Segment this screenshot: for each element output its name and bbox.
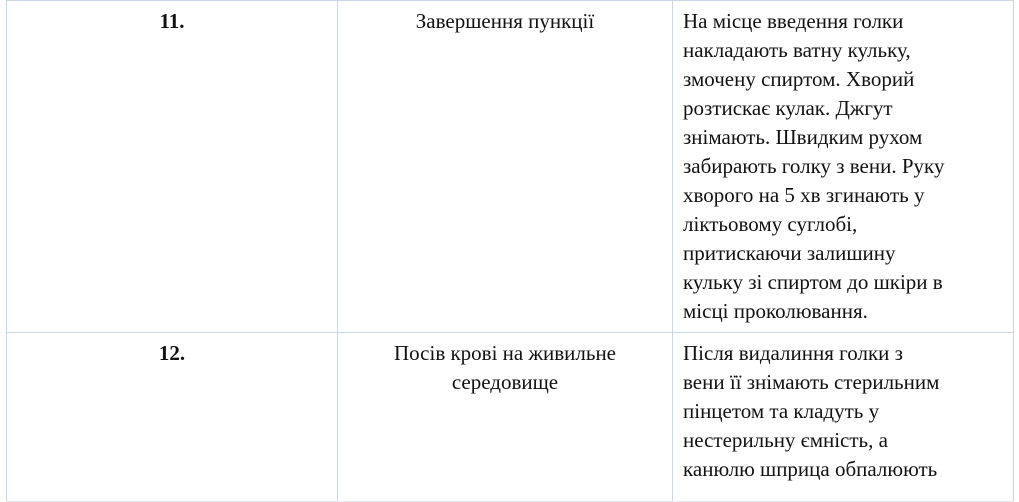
description-line: змочену спиртом. Хворий [683, 67, 915, 91]
description-line: вени її знімають стерильним [683, 370, 940, 394]
step-name-line: Посів крові на живильне [393, 341, 617, 365]
step-description-cell [673, 1, 1014, 333]
step-number-cell [7, 333, 338, 502]
description-line: кульку зі спиртом до шкіри в [683, 270, 943, 294]
description-line: розтискає кулак. Джгут [683, 96, 893, 120]
table-row [7, 333, 1014, 502]
description-line: Після видалиння голки з [683, 341, 903, 365]
description-line: накладають ватну кульку, [683, 38, 911, 62]
description-line: канюлю шприца обпалюють [683, 457, 938, 481]
description-line: ліктьовому суглобі, [683, 212, 858, 236]
description-line: хворого на 5 хв згинають у [683, 183, 925, 207]
step-number: 11. [159, 9, 185, 33]
description-line: На місце введення голки [683, 9, 904, 33]
step-name-cell [338, 333, 673, 502]
description-line: пінцетом та кладуть у [683, 399, 880, 423]
description-line: забирають голку з вени. Руку [683, 154, 945, 178]
step-name-line: Завершення пункції [415, 9, 595, 33]
step-description-cell [673, 333, 1014, 502]
step-name-line: середовище [451, 370, 559, 394]
procedure-table [6, 0, 1014, 502]
description-line: притискаючи залишину [683, 241, 896, 265]
step-number: 12. [158, 341, 186, 365]
description-line: знімають. Швидким рухом [683, 125, 923, 149]
step-number-cell [7, 1, 338, 333]
step-name-cell [338, 1, 673, 333]
table-row [7, 1, 1014, 333]
description-line: нестерильну ємність, а [683, 428, 888, 452]
description-line: місці проколювання. [683, 299, 868, 323]
